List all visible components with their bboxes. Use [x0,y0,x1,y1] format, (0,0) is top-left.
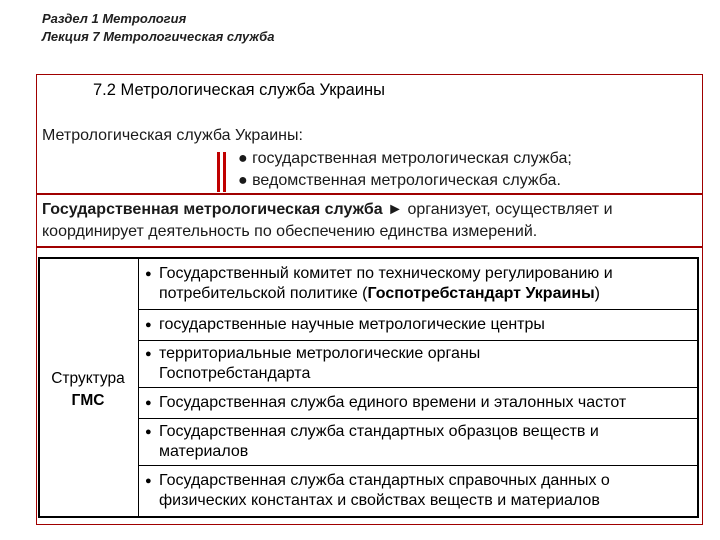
row-text: территориальные метрологические органы Госпотребстандарта [159,345,481,382]
bullet-icon: ● [145,319,152,331]
structure-row [138,310,699,340]
list-item: ● государственная метрологическая служба; [238,150,572,167]
bracket-bar-right [223,152,226,192]
intro-list [238,148,572,192]
header-lecture: Лекция 7 Метрологическая служба [42,29,275,44]
row-text-end: ) [594,285,600,302]
bullet-icon: ● [145,475,152,487]
header-section: Раздел 1 Метрология [42,11,187,26]
structure-row [138,466,699,516]
lead-bold: Государственная метрологическая служба [42,201,383,218]
bullet-icon: ● [145,397,152,409]
lead-paragraph [42,199,697,243]
structure-label-line2: ГМС [71,392,105,409]
row-text: Государственная служба стандартных справочных данных о физических константах и свойствах веществ и материалов [159,472,610,509]
bullet-icon: ● [145,348,152,360]
structure-row [138,419,699,465]
bullet-icon: ● [145,426,152,438]
row-text: Государственный комитет по техническому регулированию и потребительской политике ( [159,265,613,302]
structure-row [138,388,699,418]
divider-bottom [36,246,703,248]
section-title: 7.2 Метрологическая служба Украины [93,81,386,99]
row-bold: Госпотребстандарт Украины [367,285,595,302]
structure-row [138,341,699,387]
lead-rest: организует, осуществляет и координирует деятельность по обеспечению единства измерений. [42,201,613,240]
bullet-icon: ● [145,268,152,280]
structure-label-line1: Структура [51,370,125,387]
list-item: ● ведомственная метрологическая служба. [238,172,561,189]
row-text: Государственная служба единого времени и эталонных частот [159,394,627,411]
divider-top [36,193,703,195]
intro-label: Метрологическая служба Украины: [42,127,303,144]
structure-row [138,259,699,309]
structure-label [40,368,136,412]
arrow-icon: ► [387,201,403,218]
bracket-bar-left [217,152,220,192]
row-text: Государственная служба стандартных образцов веществ и материалов [159,423,599,460]
row-text: государственные научные метрологические центры [159,316,545,333]
